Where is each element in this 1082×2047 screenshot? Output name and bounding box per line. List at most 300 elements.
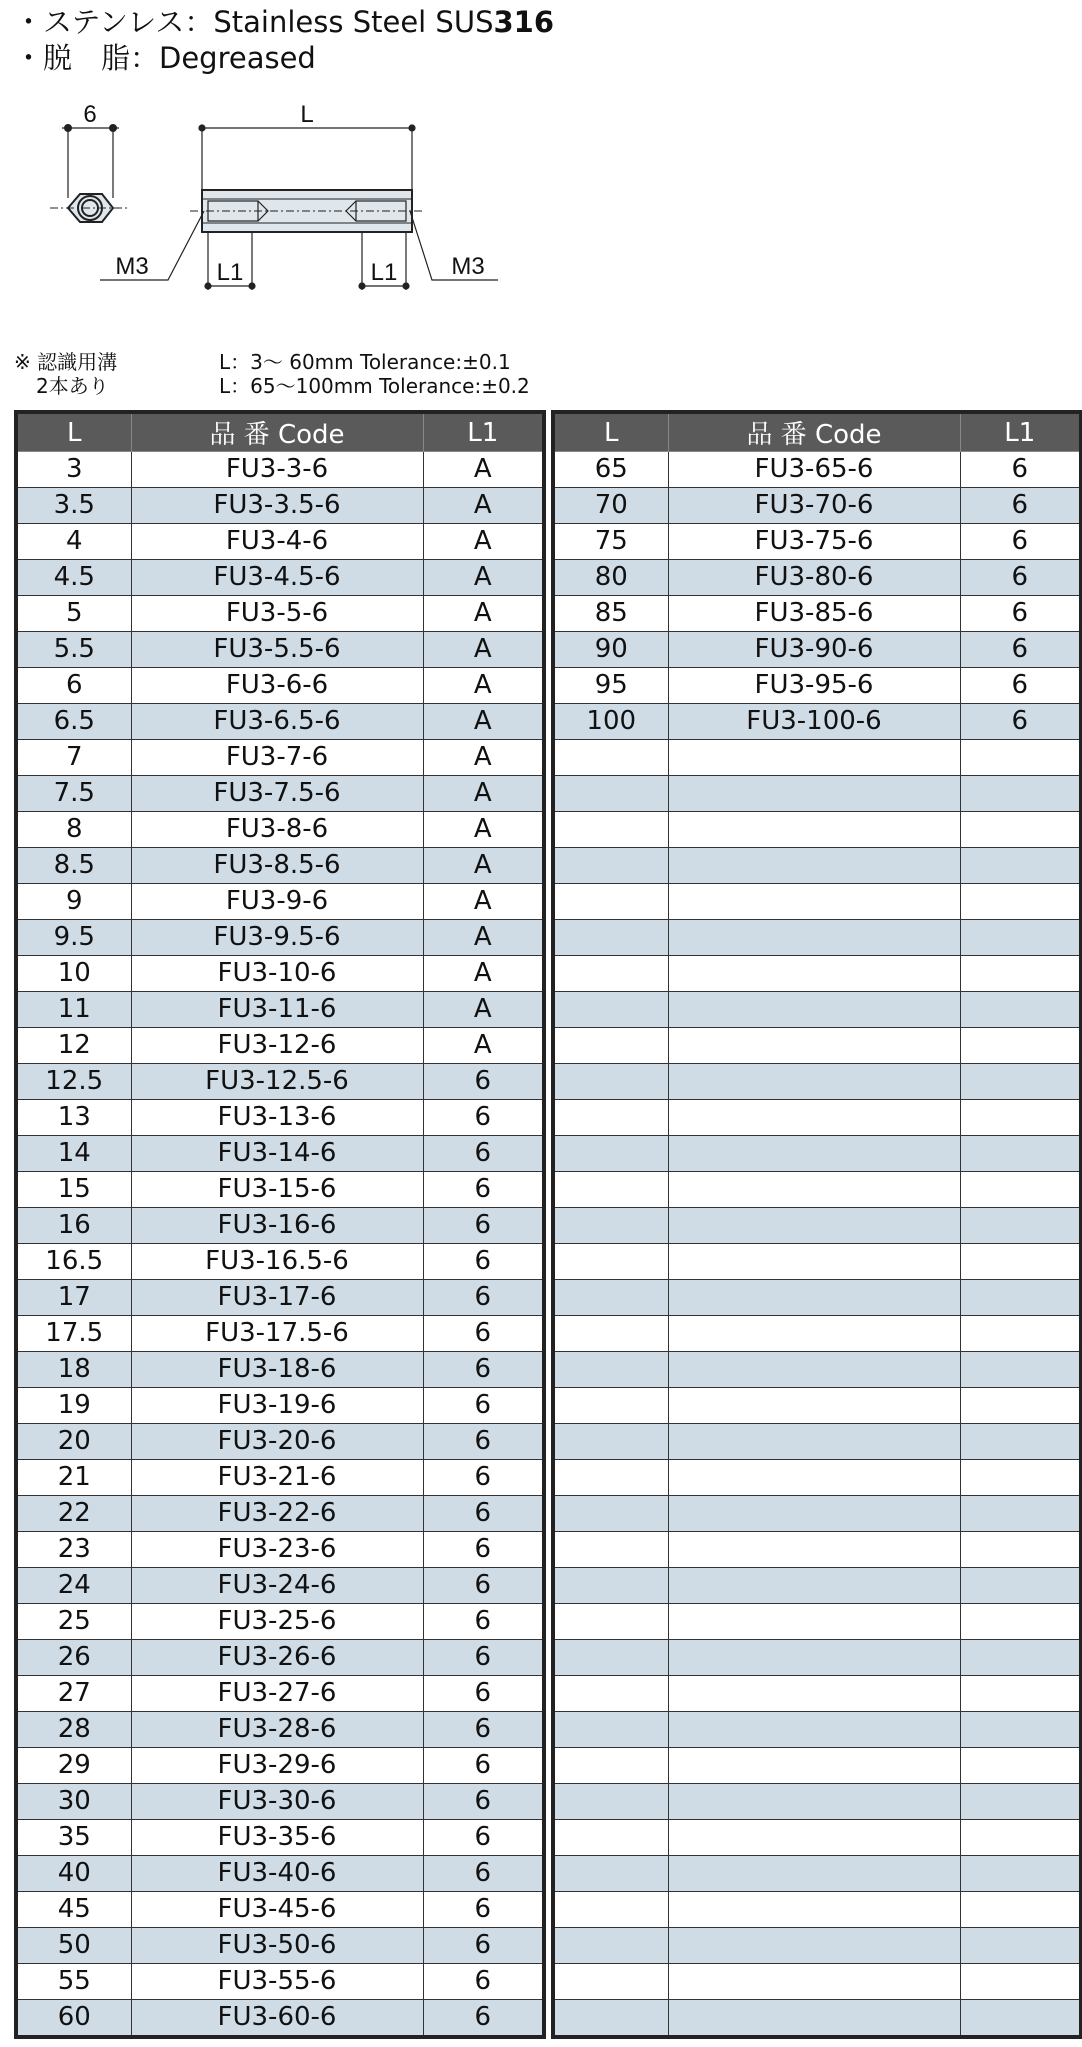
cell-code: FU3-16-6: [131, 1208, 423, 1244]
cell-code: [668, 884, 960, 920]
cell-l1: 6: [423, 1532, 544, 1568]
cell-code: FU3-5.5-6: [131, 632, 423, 668]
table-row: [16, 1604, 544, 1640]
table-row: [553, 1928, 1081, 1964]
cell-l1: A: [423, 776, 544, 812]
cell-l1: [960, 920, 1081, 956]
cell-code: [668, 1892, 960, 1928]
groove-note-line2: 2本あり: [36, 374, 109, 398]
table-row: [16, 452, 544, 488]
cell-length: 20: [16, 1424, 131, 1460]
cell-length: [553, 1316, 668, 1352]
cell-l1: [960, 1892, 1081, 1928]
cell-l1: A: [423, 920, 544, 956]
cell-length: 23: [16, 1532, 131, 1568]
cell-length: 7: [16, 740, 131, 776]
cell-l1: [960, 1676, 1081, 1712]
cell-l1: A: [423, 848, 544, 884]
cell-length: 85: [553, 596, 668, 632]
table-row: [553, 1676, 1081, 1712]
cell-l1: [960, 1244, 1081, 1280]
cell-length: 55: [16, 1964, 131, 2000]
cell-code: [668, 1028, 960, 1064]
table-row: [553, 1604, 1081, 1640]
cell-length: 80: [553, 560, 668, 596]
cell-l1: 6: [960, 632, 1081, 668]
cell-l1: 6: [423, 1460, 544, 1496]
cell-length: [553, 956, 668, 992]
depth-right-label: L1: [370, 259, 398, 286]
table-row: [553, 1856, 1081, 1892]
cell-code: [668, 1856, 960, 1892]
cell-code: FU3-70-6: [668, 488, 960, 524]
table-row: [16, 596, 544, 632]
cell-code: [668, 920, 960, 956]
cell-l1: [960, 1496, 1081, 1532]
table-row: [553, 632, 1081, 668]
cell-l1: 6: [423, 1604, 544, 1640]
cell-code: [668, 1604, 960, 1640]
table-row: [16, 992, 544, 1028]
table-row: [16, 740, 544, 776]
table-row: [553, 1280, 1081, 1316]
table-row: [16, 1712, 544, 1748]
cell-length: 60: [16, 2000, 131, 2038]
cell-length: [553, 1352, 668, 1388]
cell-l1: [960, 1136, 1081, 1172]
cell-l1: 6: [423, 2000, 544, 2038]
cell-code: FU3-11-6: [131, 992, 423, 1028]
cell-code: [668, 1352, 960, 1388]
cell-code: [668, 1424, 960, 1460]
cell-length: 12.5: [16, 1064, 131, 1100]
cell-code: FU3-50-6: [131, 1928, 423, 1964]
cell-length: [553, 2000, 668, 2038]
cell-code: FU3-100-6: [668, 704, 960, 740]
cell-length: 75: [553, 524, 668, 560]
thread-right-label: M3: [451, 253, 485, 280]
cell-l1: 6: [960, 668, 1081, 704]
cell-code: FU3-65-6: [668, 452, 960, 488]
standoff-diagram: [40, 98, 520, 298]
cell-length: [553, 1100, 668, 1136]
cell-code: FU3-26-6: [131, 1640, 423, 1676]
cell-length: [553, 1748, 668, 1784]
cell-l1: [960, 956, 1081, 992]
cell-length: [553, 776, 668, 812]
cell-length: 26: [16, 1640, 131, 1676]
cell-l1: [960, 2000, 1081, 2038]
table-row: [16, 632, 544, 668]
header-length: L: [553, 412, 668, 452]
cell-length: 30: [16, 1784, 131, 1820]
cell-l1: A: [423, 1028, 544, 1064]
cell-code: FU3-17-6: [131, 1280, 423, 1316]
cell-l1: 6: [423, 1856, 544, 1892]
cell-length: 95: [553, 668, 668, 704]
cell-l1: [960, 1928, 1081, 1964]
cell-code: FU3-23-6: [131, 1532, 423, 1568]
table-row: [16, 1100, 544, 1136]
table-row: [16, 1892, 544, 1928]
cell-length: [553, 1280, 668, 1316]
cell-l1: 6: [423, 1640, 544, 1676]
standoff-side-view: [190, 190, 424, 232]
cell-l1: 6: [423, 1820, 544, 1856]
cell-length: [553, 920, 668, 956]
table-row: [553, 992, 1081, 1028]
cell-l1: [960, 1568, 1081, 1604]
cell-code: [668, 1820, 960, 1856]
cell-code: [668, 956, 960, 992]
cell-l1: [960, 1424, 1081, 1460]
cell-l1: 6: [423, 1064, 544, 1100]
cell-l1: 6: [423, 1892, 544, 1928]
cell-l1: 6: [423, 1928, 544, 1964]
tolerance-note: [219, 350, 530, 398]
table-row: [553, 956, 1081, 992]
table-row: [16, 560, 544, 596]
cell-length: 9: [16, 884, 131, 920]
table-row: [16, 1136, 544, 1172]
cell-code: FU3-18-6: [131, 1352, 423, 1388]
cell-code: FU3-85-6: [668, 596, 960, 632]
table-row: [16, 1460, 544, 1496]
cell-l1: 6: [960, 452, 1081, 488]
cell-code: FU3-7-6: [131, 740, 423, 776]
cell-code: FU3-28-6: [131, 1712, 423, 1748]
table-row: [16, 1244, 544, 1280]
cell-code: FU3-8-6: [131, 812, 423, 848]
header-length: L: [16, 412, 131, 452]
cell-l1: 6: [423, 1748, 544, 1784]
cell-l1: 6: [423, 1712, 544, 1748]
table-header-row: [553, 412, 1081, 452]
cell-l1: A: [423, 596, 544, 632]
table-row: [553, 1172, 1081, 1208]
cell-l1: 6: [423, 1100, 544, 1136]
cell-length: 65: [553, 452, 668, 488]
cell-code: FU3-17.5-6: [131, 1316, 423, 1352]
cell-code: FU3-80-6: [668, 560, 960, 596]
cell-l1: 6: [423, 1280, 544, 1316]
table-row: [16, 1532, 544, 1568]
table-row: [16, 1280, 544, 1316]
cell-l1: A: [423, 668, 544, 704]
cell-length: [553, 1028, 668, 1064]
cell-length: 50: [16, 1928, 131, 1964]
cell-code: [668, 1064, 960, 1100]
cell-length: 4: [16, 524, 131, 560]
table-row: [553, 1316, 1081, 1352]
table-row: [16, 488, 544, 524]
cell-length: 10: [16, 956, 131, 992]
cell-l1: 6: [423, 1424, 544, 1460]
cell-length: [553, 1136, 668, 1172]
table-row: [16, 668, 544, 704]
table-row: [16, 524, 544, 560]
cell-l1: [960, 1784, 1081, 1820]
cell-length: 15: [16, 1172, 131, 1208]
table-row: [553, 524, 1081, 560]
table-row: [16, 2000, 544, 2038]
cell-l1: 6: [960, 560, 1081, 596]
cell-code: FU3-30-6: [131, 1784, 423, 1820]
cell-l1: 6: [960, 488, 1081, 524]
cell-l1: 6: [423, 1388, 544, 1424]
cell-l1: 6: [423, 1136, 544, 1172]
cell-code: FU3-90-6: [668, 632, 960, 668]
cell-l1: 6: [423, 1208, 544, 1244]
cell-l1: [960, 776, 1081, 812]
cell-length: [553, 1568, 668, 1604]
cell-l1: [960, 1748, 1081, 1784]
cell-code: FU3-21-6: [131, 1460, 423, 1496]
cell-code: [668, 1532, 960, 1568]
table-row: [16, 704, 544, 740]
cell-l1: A: [423, 740, 544, 776]
cell-length: 100: [553, 704, 668, 740]
header-code: 品 番 Code: [131, 412, 423, 452]
table-row: [553, 1028, 1081, 1064]
cell-l1: [960, 1856, 1081, 1892]
cell-code: [668, 1676, 960, 1712]
cell-code: FU3-95-6: [668, 668, 960, 704]
cell-code: FU3-3.5-6: [131, 488, 423, 524]
cell-length: 7.5: [16, 776, 131, 812]
cell-length: 45: [16, 1892, 131, 1928]
cell-code: FU3-14-6: [131, 1136, 423, 1172]
material-spec: [14, 4, 554, 40]
cell-length: 4.5: [16, 560, 131, 596]
tolerance-line2: L：65～100mm Tolerance:±0.2: [219, 374, 530, 398]
table-row: [553, 1892, 1081, 1928]
cell-l1: [960, 1604, 1081, 1640]
table-row: [553, 1640, 1081, 1676]
hex-end-view: [50, 125, 130, 222]
depth-left-label: L1: [216, 259, 244, 286]
cell-length: 17: [16, 1280, 131, 1316]
cell-code: FU3-4.5-6: [131, 560, 423, 596]
cell-code: [668, 1388, 960, 1424]
table-row: [16, 1172, 544, 1208]
table-row: [16, 1028, 544, 1064]
cell-length: 19: [16, 1388, 131, 1424]
cell-l1: 6: [423, 1568, 544, 1604]
cell-code: [668, 1568, 960, 1604]
cell-l1: [960, 1712, 1081, 1748]
table-row: [16, 1388, 544, 1424]
cell-code: [668, 1172, 960, 1208]
cell-code: FU3-75-6: [668, 524, 960, 560]
cell-length: 21: [16, 1460, 131, 1496]
cell-l1: 6: [423, 1244, 544, 1280]
table-row: [553, 812, 1081, 848]
cell-length: 18: [16, 1352, 131, 1388]
table-row: [553, 452, 1081, 488]
header-l1: L1: [423, 412, 544, 452]
table-row: [553, 596, 1081, 632]
cell-length: 29: [16, 1748, 131, 1784]
table-row: [553, 1748, 1081, 1784]
table-row: [553, 1532, 1081, 1568]
cell-length: [553, 1388, 668, 1424]
cell-length: [553, 1244, 668, 1280]
cell-code: FU3-55-6: [131, 1964, 423, 2000]
table-row: [16, 1640, 544, 1676]
cell-length: [553, 1964, 668, 2000]
cell-length: 3: [16, 452, 131, 488]
table-row: [16, 1928, 544, 1964]
table-row: [16, 1964, 544, 2000]
material-grade: 316: [493, 5, 555, 39]
cell-length: [553, 1208, 668, 1244]
cell-length: [553, 1928, 668, 1964]
cell-length: [553, 884, 668, 920]
table-row: [16, 920, 544, 956]
table-row: [16, 812, 544, 848]
header-code: 品 番 Code: [668, 412, 960, 452]
cell-length: [553, 1460, 668, 1496]
cell-code: FU3-12-6: [131, 1028, 423, 1064]
cell-l1: [960, 1316, 1081, 1352]
cell-code: FU3-60-6: [131, 2000, 423, 2038]
cell-code: FU3-5-6: [131, 596, 423, 632]
cell-length: 3.5: [16, 488, 131, 524]
cell-length: 5.5: [16, 632, 131, 668]
cell-l1: [960, 884, 1081, 920]
cell-length: [553, 1496, 668, 1532]
cell-l1: 6: [423, 1964, 544, 2000]
cell-code: [668, 1748, 960, 1784]
table-row: [16, 776, 544, 812]
cell-code: FU3-27-6: [131, 1676, 423, 1712]
cell-code: FU3-22-6: [131, 1496, 423, 1532]
cell-code: [668, 1460, 960, 1496]
cell-l1: A: [423, 704, 544, 740]
cell-length: [553, 1820, 668, 1856]
table-row: [553, 884, 1081, 920]
length-label: L: [300, 101, 314, 128]
material-label: ・ステンレス：Stainless Steel SUS: [14, 5, 494, 39]
cell-code: FU3-45-6: [131, 1892, 423, 1928]
cell-code: FU3-25-6: [131, 1604, 423, 1640]
cell-code: FU3-24-6: [131, 1568, 423, 1604]
cell-length: 8: [16, 812, 131, 848]
table-row: [16, 956, 544, 992]
table-row: [553, 776, 1081, 812]
table-row: [553, 1208, 1081, 1244]
cell-length: [553, 1604, 668, 1640]
table-row: [553, 1352, 1081, 1388]
cell-length: 27: [16, 1676, 131, 1712]
table-row: [553, 488, 1081, 524]
cell-l1: [960, 848, 1081, 884]
groove-note: [14, 350, 117, 398]
cell-l1: A: [423, 560, 544, 596]
cell-length: 28: [16, 1712, 131, 1748]
table-row: [16, 1568, 544, 1604]
cell-length: 9.5: [16, 920, 131, 956]
cell-l1: [960, 1532, 1081, 1568]
cell-l1: 6: [423, 1496, 544, 1532]
cell-code: [668, 1496, 960, 1532]
table-row: [16, 1352, 544, 1388]
table-row: [553, 1496, 1081, 1532]
table-row: [553, 1244, 1081, 1280]
cell-l1: A: [423, 524, 544, 560]
cell-l1: [960, 992, 1081, 1028]
cell-l1: [960, 812, 1081, 848]
table-row: [553, 1136, 1081, 1172]
cell-l1: 6: [960, 524, 1081, 560]
cell-l1: A: [423, 992, 544, 1028]
product-table-left: [14, 410, 546, 2039]
table-row: [553, 1568, 1081, 1604]
cell-code: [668, 1712, 960, 1748]
cell-length: 25: [16, 1604, 131, 1640]
table-row: [553, 668, 1081, 704]
table-row: [16, 1424, 544, 1460]
cell-length: 6.5: [16, 704, 131, 740]
cell-length: [553, 1532, 668, 1568]
cell-l1: [960, 1640, 1081, 1676]
cell-length: [553, 1424, 668, 1460]
cell-length: 13: [16, 1100, 131, 1136]
cell-code: [668, 2000, 960, 2038]
cell-l1: [960, 1388, 1081, 1424]
cell-code: [668, 812, 960, 848]
cell-l1: [960, 1100, 1081, 1136]
cell-length: [553, 740, 668, 776]
table-row: [16, 1208, 544, 1244]
cell-l1: 6: [960, 596, 1081, 632]
cell-code: FU3-16.5-6: [131, 1244, 423, 1280]
cell-length: 90: [553, 632, 668, 668]
groove-note-line1: ※ 認識用溝: [14, 350, 118, 374]
cell-code: FU3-20-6: [131, 1424, 423, 1460]
cell-l1: A: [423, 632, 544, 668]
cell-code: FU3-7.5-6: [131, 776, 423, 812]
cell-code: [668, 1784, 960, 1820]
cell-code: FU3-40-6: [131, 1856, 423, 1892]
cell-l1: [960, 1964, 1081, 2000]
cell-length: [553, 1676, 668, 1712]
finish-spec: ・脱 脂：Degreased: [14, 41, 316, 75]
table-row: [553, 560, 1081, 596]
table-row: [16, 1496, 544, 1532]
cell-code: [668, 992, 960, 1028]
cell-length: 24: [16, 1568, 131, 1604]
cell-code: [668, 1280, 960, 1316]
table-row: [553, 704, 1081, 740]
table-row: [553, 920, 1081, 956]
cell-l1: 6: [960, 704, 1081, 740]
table-row: [16, 1784, 544, 1820]
cell-length: 5: [16, 596, 131, 632]
cell-code: [668, 848, 960, 884]
cell-length: [553, 1064, 668, 1100]
product-table-right: [551, 410, 1082, 2039]
cell-l1: 6: [423, 1172, 544, 1208]
cell-code: FU3-6.5-6: [131, 704, 423, 740]
cell-code: FU3-10-6: [131, 956, 423, 992]
cell-code: FU3-35-6: [131, 1820, 423, 1856]
table-row: [553, 1064, 1081, 1100]
table-row: [553, 1424, 1081, 1460]
cell-l1: A: [423, 488, 544, 524]
cell-l1: [960, 1820, 1081, 1856]
